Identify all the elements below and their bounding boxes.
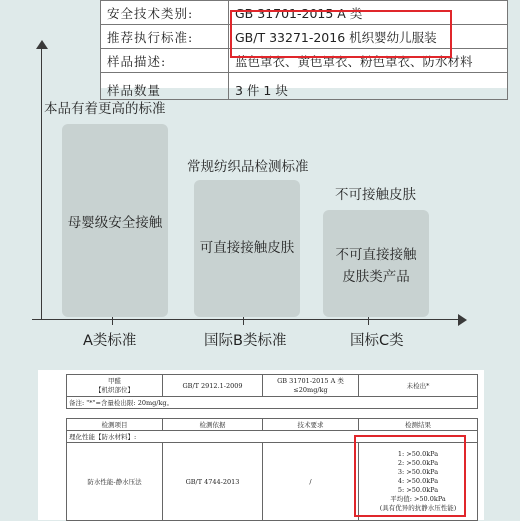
requirement-line: GB 31701-2015 A 类 xyxy=(277,376,344,385)
x-tick-label: 国标C类 xyxy=(350,333,404,349)
result-line: 3: >50.0kPa xyxy=(397,468,439,476)
bar-body-text: 皮肤类产品 xyxy=(342,269,410,285)
requirement-line: ≤20mg/kg xyxy=(293,385,328,394)
result-line: 5: >50.0kPa xyxy=(397,486,439,494)
test-item-name: 甲醛 xyxy=(108,376,121,385)
column-header: 检测结果 xyxy=(359,419,478,431)
test-item-cell: 防水性能-静水压法 xyxy=(67,443,163,521)
bar xyxy=(323,210,429,317)
top-spec-table xyxy=(100,0,508,98)
result-line: (具有优异的抗静水压性能) xyxy=(379,504,457,512)
bar-body-text: 不可直接接触 xyxy=(335,247,417,263)
x-tick-label: A类标准 xyxy=(83,333,137,349)
bottom-test-report xyxy=(38,370,484,520)
y-axis-arrow-icon xyxy=(36,40,48,49)
row-label: 安全技术类别: xyxy=(101,1,229,25)
test-item-cell xyxy=(67,375,163,397)
bar-body-text: 可直接接触皮肤 xyxy=(199,240,295,256)
row-value: 3 件 1 块 xyxy=(229,73,508,100)
result-line: 2: >50.0kPa xyxy=(397,459,439,467)
column-header: 技术要求 xyxy=(263,419,359,431)
row-label: 推荐执行标准: xyxy=(101,25,229,49)
bar-head-label: 不可接触皮肤 xyxy=(335,187,416,203)
method-cell: GB/T 4744-2013 xyxy=(163,443,263,521)
y-axis xyxy=(41,46,42,320)
row-label: 样品描述: xyxy=(101,49,229,73)
row-value: GB 31701-2015 A 类 xyxy=(229,1,508,25)
result-cell: 未检出* xyxy=(359,375,478,397)
highlight-box xyxy=(354,435,466,517)
row-value: GB/T 33271-2016 机织婴幼儿服装 xyxy=(229,25,508,49)
test-item-part: 【机织部位】 xyxy=(95,385,134,394)
column-header: 检测依据 xyxy=(163,419,263,431)
bar-body-text: 母婴级安全接触 xyxy=(67,215,163,231)
bar xyxy=(194,180,300,317)
result-line: 1: >50.0kPa xyxy=(397,450,439,458)
note-cell: 备注: "*"=含量检出限: 20mg/kg。 xyxy=(67,397,478,409)
table-header-row xyxy=(67,419,478,431)
x-axis-arrow-icon xyxy=(458,314,467,326)
result-line: 平均值: >50.0kPa xyxy=(390,495,446,503)
requirement-cell: / xyxy=(263,443,359,521)
result-line: 4: >50.0kPa xyxy=(397,477,439,485)
table-row xyxy=(101,73,508,100)
table-row xyxy=(67,375,478,397)
table-row xyxy=(67,397,478,409)
highlight-box xyxy=(230,10,452,58)
x-tick-label: 国际B类标准 xyxy=(204,333,287,349)
method-cell: GB/T 2912.1-2009 xyxy=(163,375,263,397)
bar-head-label: 常规纺织品检测标准 xyxy=(187,159,309,175)
section-title: 理化性能【防水材料】: xyxy=(67,431,478,443)
column-header: 检测项目 xyxy=(67,419,163,431)
x-axis xyxy=(32,319,460,320)
requirement-cell xyxy=(263,375,359,397)
row-value: 蓝色罩衣、黄色罩衣、粉色罩衣、防水材料 xyxy=(229,49,508,73)
bar-head-label: 本品有着更高的标准 xyxy=(44,101,166,117)
bar xyxy=(62,124,168,317)
row-label: 样品数量 xyxy=(101,73,229,100)
